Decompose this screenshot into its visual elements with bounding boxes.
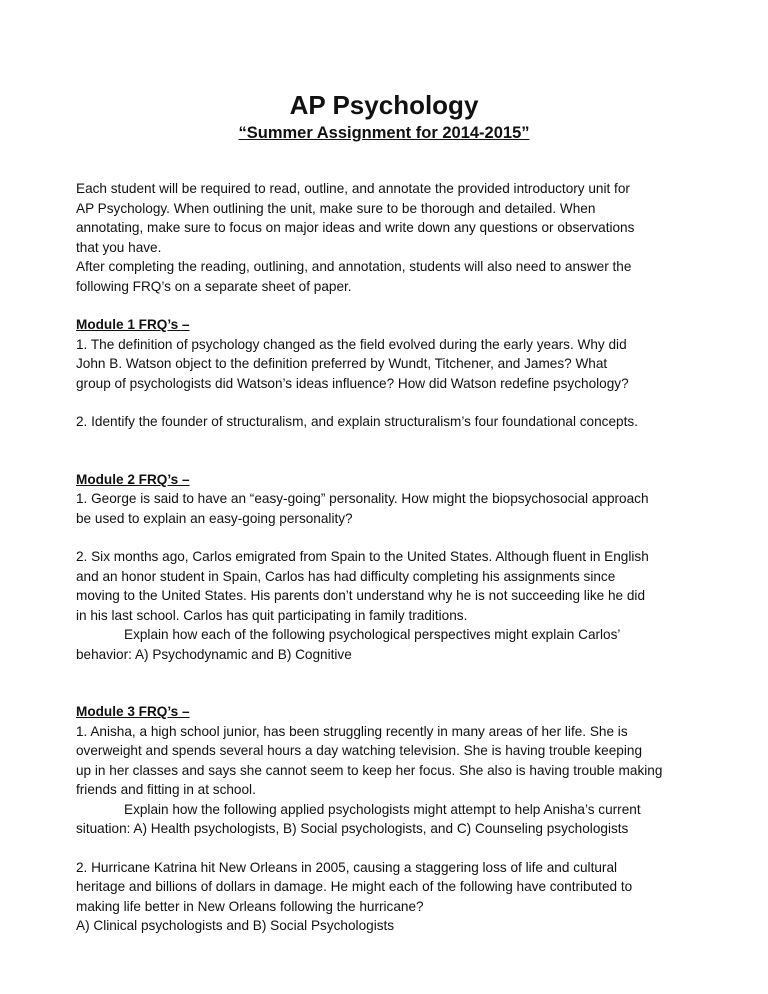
module-2-heading: Module 2 FRQ’s – <box>76 471 190 487</box>
module-3-question-2: 2. Hurricane Katrina hit New Orleans in 2005, causing a staggering loss of life and cultural heritage and billions of dollars in damage. He might each of the following have contributed to making life better in New Orleans following the hurricane? A) Clinical psychologists and B) Social Psychologists <box>76 859 633 933</box>
page-subtitle: “Summer Assignment for 2014-2015” <box>238 124 530 142</box>
module-1-question-1: 1. The definition of psychology changed as the field evolved during the early years. Why did John B. Watson object to the definition preferred by Wundt, Titchener, and James? What group of psychologists did Watson’s ideas influence? How did Watson redefine psychology? <box>76 336 629 391</box>
module-2-question-2: 2. Six months ago, Carlos emigrated from Spain to the United States. Although fluent in English and an honor student in Spain, Carlos has had difficulty completing his assignments since moving to the United States. His parents don’t understand why he is not succeeding like he did in his last school. Carlos has quit participating in family traditions. <box>76 549 649 623</box>
module-2-question-1: 1. George is said to have an “easy-going” personality. How might the biopsychosocial approach be used to explain an easy-going personality? <box>76 491 649 526</box>
module-2-section <box>76 470 694 665</box>
module-3-heading: Module 3 FRQ’s – <box>76 704 190 719</box>
module-2-question-2-followup: Explain how each of the following psychological perspectives might explain Carlos’ behavior: A) Psychodynamic and B) Cognitive <box>76 627 621 662</box>
module-3-question-1: 1. Anisha, a high school junior, has been struggling recently in many areas of her life. She is overweight and spends several hours a day watching television. She is having trouble keeping up in her classes and says she cannot seem to keep her focus. She also is having trouble making friends and fitting in at school. <box>76 723 663 797</box>
module-1-heading: Module 1 FRQ’s – <box>76 317 190 332</box>
module-1-section <box>76 315 694 432</box>
document-body <box>76 179 694 936</box>
module-3-question-1-followup: Explain how the following applied psychologists might attempt to help Anisha’s current situation: A) Health psychologists, B) Social psychologists, and C) Counseling psychologists <box>76 801 641 836</box>
module-3-section <box>76 702 694 936</box>
intro-paragraph-2: After completing the reading, outlining, and annotation, students will also need to answer the following FRQ’s on a separate sheet of paper. <box>76 259 632 294</box>
page-title: AP Psychology <box>289 90 479 120</box>
module-1-question-2: 2. Identify the founder of structuralism, and explain structuralism’s four foundational concepts. <box>76 414 638 429</box>
intro-paragraph-1: Each student will be required to read, outline, and annotate the provided introductory unit for AP Psychology. When outlining the unit, make sure to be thorough and detailed. When annotating, make sure to focus on major ideas and write down any questions or observations that you have. <box>76 181 635 255</box>
